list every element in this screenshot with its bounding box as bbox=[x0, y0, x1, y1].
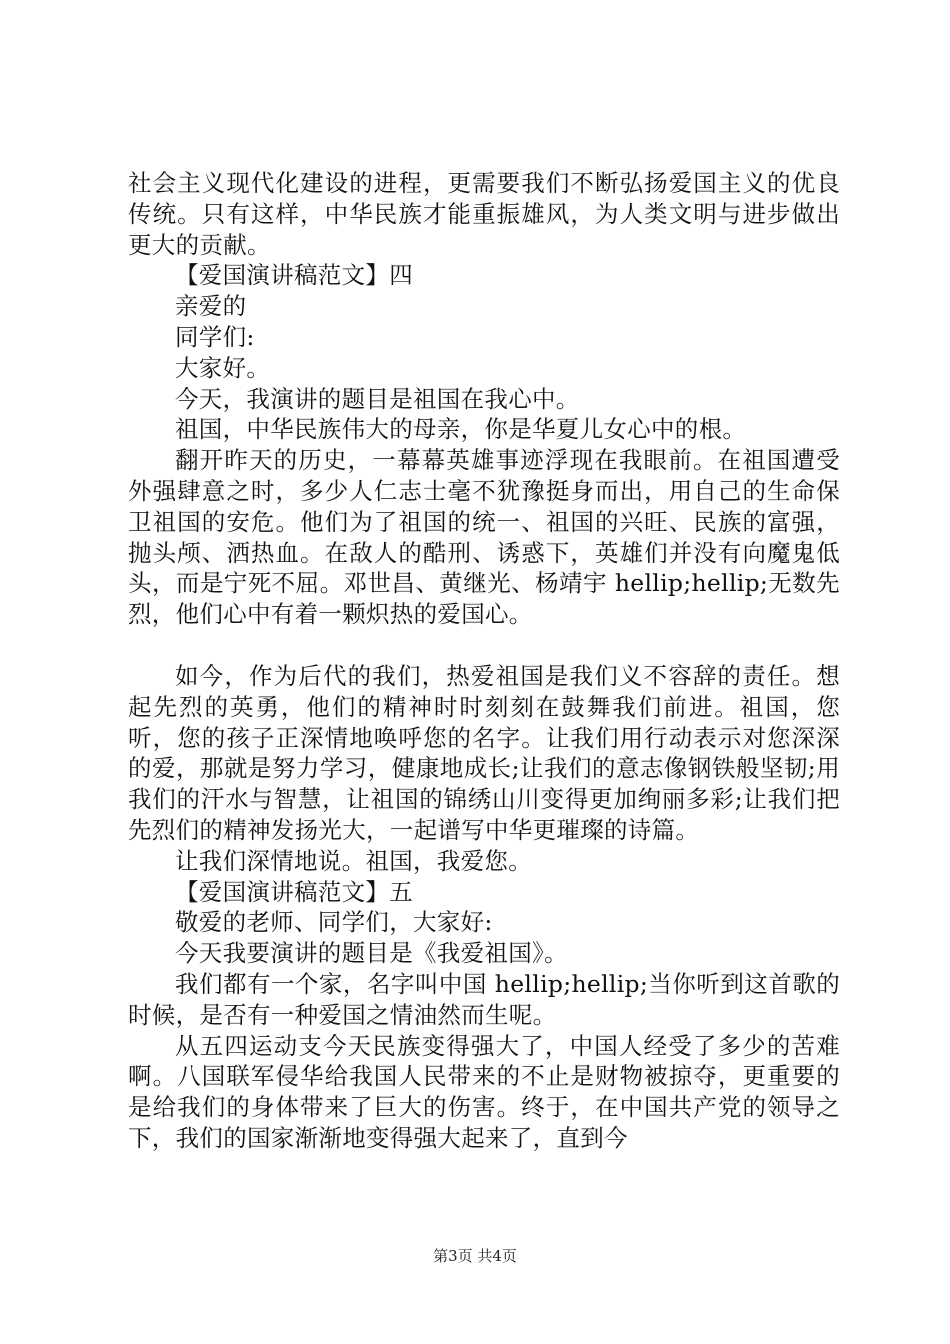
paragraph: 今天我要演讲的题目是《我爱祖国》。 bbox=[175, 939, 568, 968]
paragraph: 敬爱的老师、同学们，大家好: bbox=[175, 908, 493, 937]
document-body bbox=[128, 168, 840, 1154]
paragraph: 同学们: bbox=[175, 322, 255, 351]
paragraph: 今天，我演讲的题目是祖国在我心中。 bbox=[175, 384, 580, 413]
paragraph: 亲爱的 bbox=[175, 292, 247, 321]
section-heading: 【爱国演讲稿范文】四 bbox=[175, 261, 413, 290]
page-number-footer: 第3页 共4页 bbox=[433, 1247, 517, 1265]
paragraph: 祖国，中华民族伟大的母亲，你是华夏儿女心中的根。 bbox=[175, 415, 747, 444]
paragraph: 翻开昨天的历史，一幕幕英雄事迹浮现在我眼前。在祖国遭受外强肆意之时，多少人仁志士毫不犹豫挺身而出，用自己的生命保卫祖国的安危。他们为了祖国的统一、祖国的兴旺、民族的富强，抛头颅、洒热血。在敌人的酷刑、诱惑下，英雄们并没有向魔鬼低头，而是宁死不屈。邓世昌、黄继光、杨靖宇 hellip;hellip;无数先烈，他们心中有着一颗炽热的爱国心。 bbox=[128, 446, 840, 629]
paragraph: 大家好。 bbox=[175, 353, 271, 382]
paragraph: 从五四运动支今天民族变得强大了，中国人经受了多少的苦难啊。八国联军侵华给我国人民带来的不止是财物被掠夺，更重要的是给我们的身体带来了巨大的伤害。终于，在中国共产党的领导之下，我们的国家渐渐地变得强大起来了，直到今 bbox=[128, 1031, 840, 1152]
paragraph: 让我们深情地说。祖国，我爱您。 bbox=[175, 846, 532, 875]
paragraph: 我们都有一个家，名字叫中国 hellip;hellip;当你听到这首歌的时候，是否有一种爱国之情油然而生呢。 bbox=[128, 969, 840, 1029]
section-heading: 【爱国演讲稿范文】五 bbox=[175, 877, 413, 906]
paragraph: 社会主义现代化建设的进程，更需要我们不断弘扬爱国主义的优良传统。只有这样，中华民族才能重振雄风，为人类文明与进步做出更大的贡献。 bbox=[128, 169, 840, 259]
paragraph: 如今，作为后代的我们，热爱祖国是我们义不容辞的责任。想起先烈的英勇，他们的精神时时刻刻在鼓舞我们前进。祖国，您听，您的孩子正深情地唤呼您的名字。让我们用行动表示对您深深的爱，那就是努力学习，健康地成长;让我们的意志像钢铁般坚韧;用我们的汗水与智慧，让祖国的锦绣山川变得更加绚丽多彩;让我们把先烈们的精神发扬光大，一起谱写中华更璀璨的诗篇。 bbox=[128, 661, 840, 844]
